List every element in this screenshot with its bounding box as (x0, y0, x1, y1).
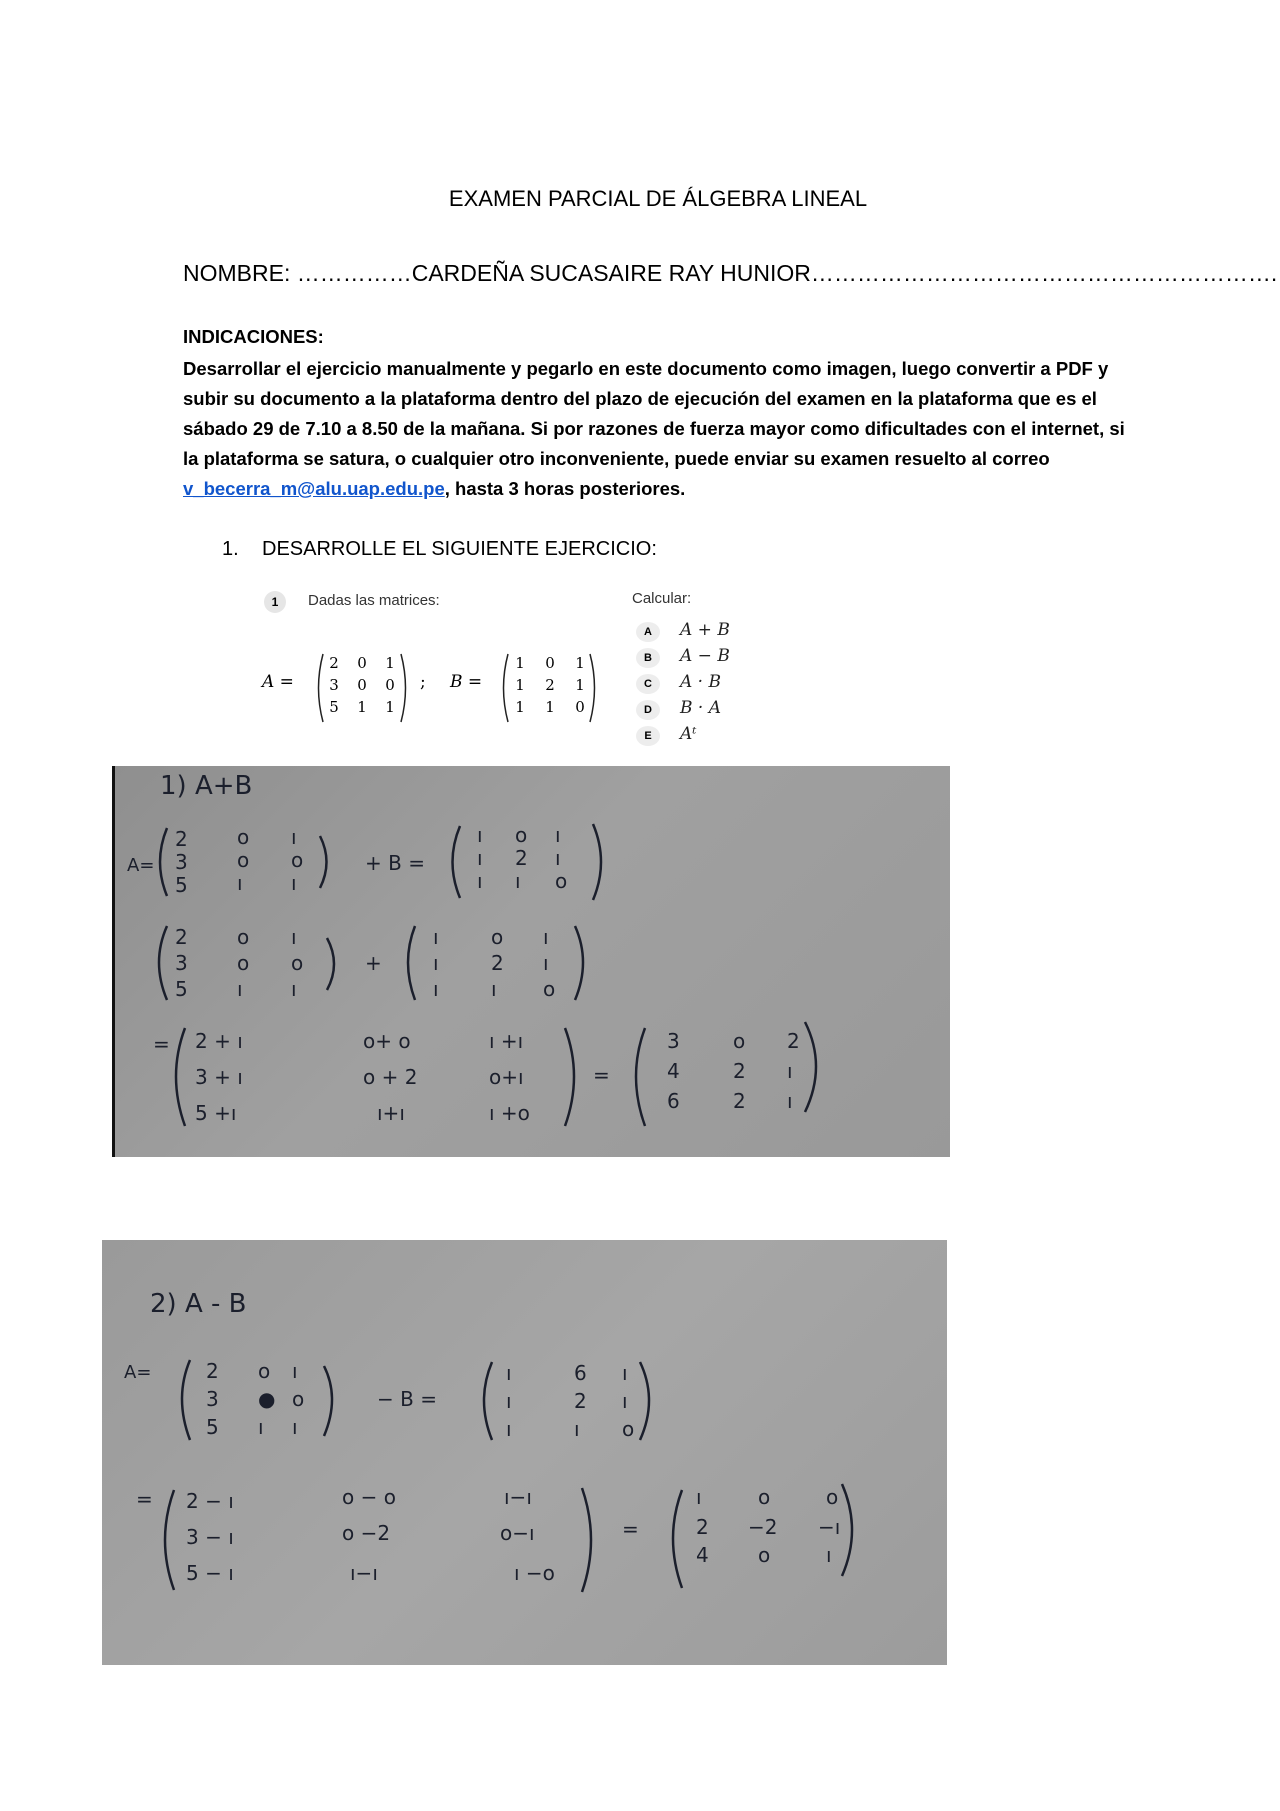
matrix-a-cell: 2 (329, 654, 339, 672)
svg-text:2 + ı: 2 + ı (195, 1029, 243, 1053)
svg-text:+: + (365, 951, 382, 975)
svg-text:ı: ı (491, 977, 497, 1001)
svg-text:4: 4 (667, 1059, 680, 1083)
svg-text:o: o (291, 951, 304, 975)
svg-text:o: o (237, 848, 250, 872)
svg-text:ı: ı (515, 869, 521, 893)
svg-text:− B =: − B = (377, 1387, 437, 1411)
matrix-a-cell: 0 (357, 654, 367, 672)
exercise-number-badge: 1 (264, 591, 286, 613)
option-c-badge: C (636, 674, 660, 694)
handwritten-difference-drawing (102, 1240, 947, 1665)
svg-text:o: o (826, 1485, 839, 1509)
handwritten-photo-difference (102, 1240, 947, 1665)
option-d-expr: B · A (680, 698, 721, 718)
handwritten-sum-drawing (115, 766, 950, 1157)
svg-text:ı: ı (433, 951, 439, 975)
svg-text:3 + ı: 3 + ı (195, 1065, 243, 1089)
svg-text:o: o (555, 869, 568, 893)
svg-text:ı: ı (292, 1359, 298, 1383)
instructions-heading: INDICACIONES: (183, 326, 324, 347)
svg-text:ı: ı (291, 825, 297, 849)
svg-text:o: o (733, 1029, 746, 1053)
svg-text:2: 2 (175, 827, 188, 851)
question-number: 1. (222, 538, 239, 560)
handwritten-sum-lines (127, 823, 816, 1126)
instructions-tail: , hasta 3 horas posteriores. (444, 478, 686, 499)
svg-text:−ı: −ı (818, 1515, 841, 1539)
svg-text:6: 6 (667, 1089, 680, 1113)
svg-text:o: o (758, 1543, 771, 1567)
svg-text:5: 5 (206, 1415, 219, 1439)
svg-text:+ B =: + B = (365, 851, 425, 875)
svg-text:ı +o: ı +o (489, 1101, 530, 1125)
svg-text:2: 2 (787, 1029, 800, 1053)
svg-text:o: o (622, 1417, 635, 1441)
svg-text:ı: ı (291, 925, 297, 949)
svg-text:ı: ı (826, 1543, 832, 1567)
svg-text:ı −o: ı −o (514, 1561, 555, 1585)
svg-text:A=: A= (127, 855, 155, 876)
handwritten-photo-sum (112, 766, 950, 1157)
svg-text:ı: ı (555, 823, 561, 847)
svg-text:2: 2 (206, 1359, 219, 1383)
svg-text:o: o (237, 925, 250, 949)
svg-text:ı: ı (433, 977, 439, 1001)
svg-text:o: o (292, 1387, 305, 1411)
matrix-a-cell: 1 (385, 698, 395, 716)
matrix-b-cell: 1 (575, 676, 585, 694)
matrix-b-cell: 0 (575, 698, 585, 716)
svg-text:ı: ı (291, 977, 297, 1001)
svg-text:6: 6 (574, 1361, 587, 1385)
svg-text:ı: ı (258, 1415, 264, 1439)
document-title: EXAMEN PARCIAL DE ÁLGEBRA LINEAL (448, 186, 868, 211)
exercise-calc-label: Calcular: (632, 590, 692, 607)
svg-text:3: 3 (175, 951, 188, 975)
svg-text:o+ı: o+ı (489, 1065, 524, 1089)
option-a-expr: A + B (680, 620, 730, 640)
svg-text:o + 2: o + 2 (363, 1065, 418, 1089)
question-text: DESARROLLE EL SIGUIENTE EJERCICIO: (262, 538, 657, 560)
svg-text:3: 3 (175, 850, 188, 874)
svg-text:5: 5 (175, 977, 188, 1001)
svg-text:−2: −2 (748, 1515, 778, 1539)
svg-text:ı: ı (787, 1089, 793, 1113)
svg-text:o: o (543, 977, 556, 1001)
matrix-a-cell: 0 (385, 676, 395, 694)
svg-text:3 − ı: 3 − ı (186, 1525, 234, 1549)
svg-text:ı−ı: ı−ı (350, 1561, 378, 1585)
svg-text:ı: ı (477, 869, 483, 893)
svg-text:=: = (153, 1032, 170, 1056)
matrix-separator: ; (420, 672, 426, 692)
question-1 (222, 538, 657, 561)
matrix-b-cell: 1 (515, 676, 525, 694)
option-e-expr: Aᵗ (680, 724, 697, 744)
svg-text:A=: A= (124, 1362, 152, 1383)
exercise-given-label: Dadas las matrices: (308, 592, 440, 609)
svg-text:ı: ı (574, 1417, 580, 1441)
svg-text:o: o (291, 848, 304, 872)
matrix-a-cell: 0 (357, 676, 367, 694)
svg-text:2: 2 (491, 951, 504, 975)
matrix-b-cell: 1 (575, 654, 585, 672)
svg-text:ı: ı (237, 977, 243, 1001)
svg-text:2: 2 (696, 1515, 709, 1539)
option-e-badge: E (636, 726, 660, 746)
svg-text:2: 2 (574, 1389, 587, 1413)
svg-text:ı: ı (506, 1361, 512, 1385)
matrix-b-cell: 0 (545, 654, 555, 672)
matrix-a-cell: 1 (385, 654, 395, 672)
svg-text:4: 4 (696, 1543, 709, 1567)
svg-text:3: 3 (206, 1387, 219, 1411)
svg-text:ı: ı (696, 1485, 702, 1509)
svg-text:=: = (593, 1063, 610, 1087)
svg-text:2: 2 (515, 846, 528, 870)
svg-text:2 − ı: 2 − ı (186, 1489, 234, 1513)
svg-text:o: o (258, 1359, 271, 1383)
svg-text:o −2: o −2 (342, 1521, 391, 1545)
svg-text:2: 2 (175, 925, 188, 949)
svg-text:o: o (237, 825, 250, 849)
svg-text:=: = (136, 1487, 153, 1511)
matrix-b-cell: 2 (545, 676, 555, 694)
svg-text:o: o (515, 823, 528, 847)
handwritten-heading-2: 2) A - B (150, 1289, 247, 1319)
svg-text:ı: ı (433, 925, 439, 949)
matrix-b-cell: 1 (545, 698, 555, 716)
svg-text:5 +ı: 5 +ı (195, 1101, 237, 1125)
svg-text:ı: ı (237, 871, 243, 895)
svg-text:ı+ı: ı+ı (377, 1101, 405, 1125)
svg-text:●: ● (258, 1387, 276, 1411)
svg-text:o: o (491, 925, 504, 949)
svg-text:ı: ı (622, 1361, 628, 1385)
svg-text:ı: ı (543, 951, 549, 975)
svg-text:ı: ı (477, 846, 483, 870)
svg-text:2: 2 (733, 1089, 746, 1113)
option-b-badge: B (636, 648, 660, 668)
svg-text:ı: ı (292, 1415, 298, 1439)
option-d-badge: D (636, 700, 660, 720)
svg-text:o − o: o − o (342, 1485, 396, 1509)
matrix-a-cell: 1 (357, 698, 367, 716)
svg-text:ı: ı (477, 823, 483, 847)
svg-text:ı: ı (555, 846, 561, 870)
svg-text:ı−ı: ı−ı (504, 1485, 532, 1509)
matrix-b-cell: 1 (515, 654, 525, 672)
svg-text:ı: ı (787, 1059, 793, 1083)
svg-text:5: 5 (175, 873, 188, 897)
svg-text:ı +ı: ı +ı (489, 1029, 524, 1053)
svg-text:ı: ı (291, 871, 297, 895)
svg-text:ı: ı (506, 1389, 512, 1413)
option-c-expr: A · B (680, 672, 721, 692)
instructions-text (183, 354, 1143, 504)
handwritten-difference-lines (124, 1359, 852, 1592)
svg-text:ı: ı (506, 1417, 512, 1441)
instructions-body: Desarrollar el ejercicio manualmente y pegarlo en este documento como imagen, luego convertir a PDF y subir su documento a la plataforma dentro del plazo de ejecución del examen en la plataforma que es el sábado 29 de 7.10 a 8.50 de la mañana. Si por razones de fuerza mayor como dificultades con el internet, si la plataforma se satura, o cualquier otro inconveniente, puede enviar su examen resuelto al correo (183, 358, 1125, 469)
svg-text:o−ı: o−ı (500, 1521, 535, 1545)
matrix-a-cell: 5 (329, 698, 339, 716)
matrix-a-cell: 3 (329, 676, 339, 694)
option-b-expr: A − B (680, 646, 730, 666)
student-name-line: NOMBRE: ……………CARDEÑA SUCASAIRE RAY HUNIOR……………………………………………………. (183, 260, 1278, 286)
svg-text:o: o (758, 1485, 771, 1509)
svg-text:2: 2 (733, 1059, 746, 1083)
matrix-a-label: A = (262, 672, 294, 692)
option-a-badge: A (636, 622, 660, 642)
svg-text:o+ o: o+ o (363, 1029, 411, 1053)
svg-text:3: 3 (667, 1029, 680, 1053)
handwritten-heading-1: 1) A+B (160, 771, 253, 801)
svg-text:o: o (237, 951, 250, 975)
matrix-b-cell: 1 (515, 698, 525, 716)
svg-text:ı: ı (543, 925, 549, 949)
matrix-b-label: B = (450, 672, 483, 692)
svg-text:=: = (622, 1517, 639, 1541)
email-link[interactable]: v_becerra_m@alu.uap.edu.pe (183, 478, 445, 499)
svg-text:ı: ı (622, 1389, 628, 1413)
svg-text:5 − ı: 5 − ı (186, 1561, 234, 1585)
